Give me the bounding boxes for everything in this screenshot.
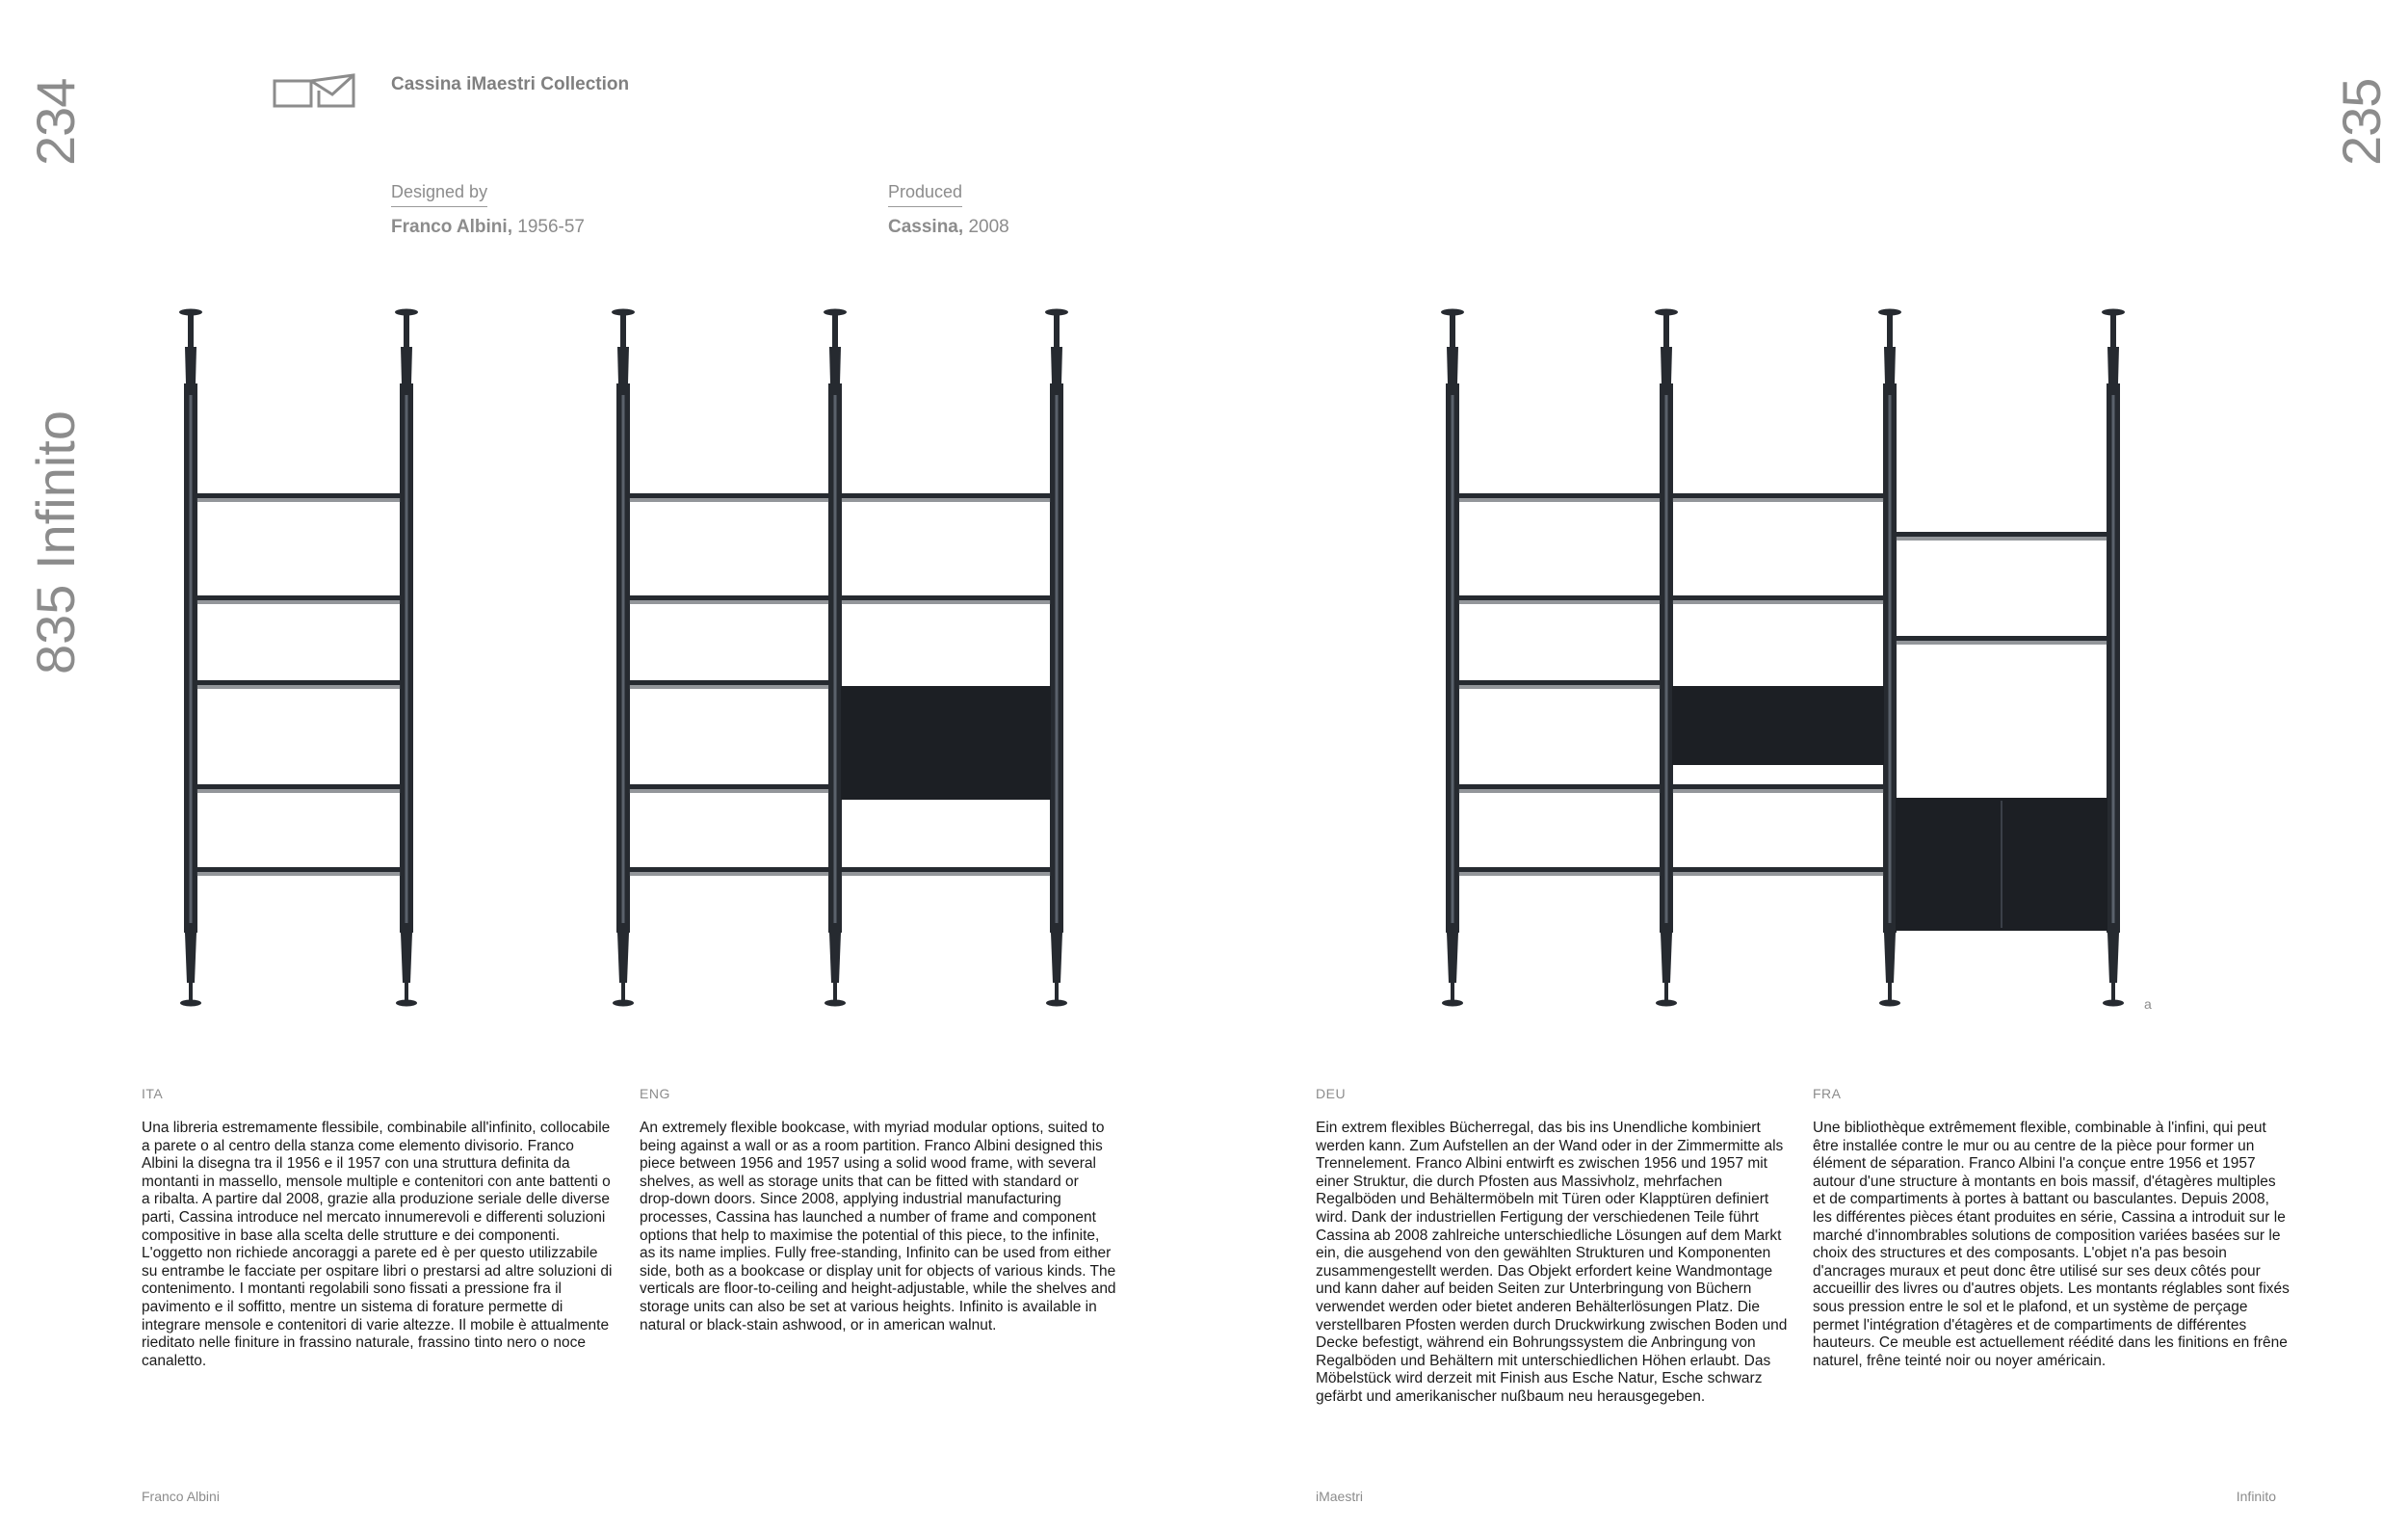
fra-label: FRA [1813, 1086, 1842, 1101]
shelf-underside [1896, 641, 2107, 645]
shelf-underside [841, 872, 1051, 876]
imaestri-logo-icon [273, 73, 355, 108]
shelf-underside [1672, 789, 1884, 793]
shelf-underside [1672, 600, 1884, 604]
post-bottom-rod [2111, 983, 2115, 1000]
post-foot [1442, 1000, 1463, 1007]
post-top-rod [832, 314, 838, 347]
post-bottom-taper [829, 933, 841, 983]
shelf-underside [1458, 600, 1661, 604]
shelf-underside [841, 498, 1051, 502]
shelf-board [196, 784, 401, 789]
post-top-taper [1661, 347, 1672, 383]
post-bottom-taper [401, 933, 412, 983]
shelf-board [629, 595, 829, 600]
shelf-underside [1458, 685, 1661, 689]
shelf-underside [629, 600, 829, 604]
post-bottom-rod [189, 983, 193, 1000]
post-slot [1452, 395, 1454, 923]
producer-year: 2008 [968, 217, 1009, 237]
designer-credit [391, 217, 585, 238]
left-page-number: 234 [25, 78, 86, 166]
image-note: a [2144, 996, 2152, 1012]
shelf-underside [1896, 537, 2107, 541]
post-foot [824, 1000, 846, 1007]
shelf-board [196, 493, 401, 498]
shelf-underside [1458, 789, 1661, 793]
post-slot [2112, 395, 2115, 923]
shelf-underside [629, 498, 829, 502]
right-footer-right: Infinito [2236, 1489, 2276, 1504]
shelf-board [196, 867, 401, 872]
post-bottom-taper [1447, 933, 1458, 983]
shelf-underside [1458, 872, 1661, 876]
designer-years: 1956-57 [517, 217, 585, 237]
fra-body: Une bibliothèque extrêmement flexible, combinable à l'infini, qui peut être installée contre le mur ou au centre de la pièce pour former un élément de séparation. Franco Albini l'a conçue entre 1956 et 1957 autour d'une structure à montants en bois massif, d'étagères multiples et de compartiments à portes à battant ou basculantes. Depuis 2008, les différentes pièces étant produites en série, Cassina a introduit sur le marché d'innombrables solutions de composition variées basées sur le choix des structures et des composants. L'objet n'a pas besoin d'ancrages muraux et peut donc être utilisé sur ses deux côtés pour accueillir des livres ou d'autres objets. Les montants réglables sont fixés sous pression entre le sol et le plafond, et un système de perçage permet l'intégration d'étagères et de compartiments de différentes hauteurs. Ce meuble est actuellement réédité dans les finitions en frêne naturel, frêne teinté noir ou noyer américain. [1813, 1120, 2290, 1369]
shelf-underside [1672, 498, 1884, 502]
bookcase-three-bay-image [1426, 308, 2158, 1016]
post-top-taper [1051, 347, 1062, 383]
shelf-board [196, 680, 401, 685]
post-top-taper [1884, 347, 1896, 383]
shelf-board [1672, 595, 1884, 600]
post-foot [396, 1000, 417, 1007]
right-page-number: 235 [2331, 78, 2392, 166]
post-top-rod [1887, 314, 1893, 347]
post-slot [622, 395, 625, 923]
post-foot [180, 1000, 201, 1007]
shelf-board [1458, 867, 1661, 872]
collection-label: Cassina iMaestri Collection [391, 74, 630, 94]
shelf-underside [196, 789, 401, 793]
shelf-underside [196, 498, 401, 502]
post-slot [834, 395, 837, 923]
post-top-rod [1054, 314, 1060, 347]
post-bottom-rod [1451, 983, 1454, 1000]
shelf-underside [196, 685, 401, 689]
post-bottom-taper [185, 933, 196, 983]
post-slot [1665, 395, 1668, 923]
shelf-underside [1672, 872, 1884, 876]
left-footer: Franco Albini [142, 1489, 220, 1504]
shelf-underside [196, 600, 401, 604]
post-top-taper [829, 347, 841, 383]
designer-name: Franco Albini, [391, 217, 512, 237]
post-bottom-rod [1664, 983, 1668, 1000]
post-bottom-taper [1661, 933, 1672, 983]
shelf-board [1672, 493, 1884, 498]
post-top-rod [1450, 314, 1455, 347]
shelf-underside [629, 872, 829, 876]
bookcase-two-bay-image [597, 308, 1098, 1016]
shelf-board [1896, 532, 2107, 537]
post-bottom-taper [2107, 933, 2119, 983]
shelf-underside [629, 685, 829, 689]
shelf-board [841, 595, 1051, 600]
storage-panel [841, 686, 1051, 800]
post-bottom-taper [1884, 933, 1896, 983]
post-bottom-taper [617, 933, 629, 983]
post-bottom-taper [1051, 933, 1062, 983]
shelf-underside [1458, 498, 1661, 502]
shelf-board [841, 493, 1051, 498]
shelf-board [196, 595, 401, 600]
bookcase-single-bay-image [164, 308, 443, 1016]
shelf-board [1458, 680, 1661, 685]
post-top-taper [2107, 347, 2119, 383]
producer-name: Cassina, [888, 217, 964, 237]
deu-label: DEU [1316, 1086, 1347, 1101]
shelf-board [841, 867, 1051, 872]
ita-label: ITA [142, 1086, 164, 1101]
post-top-rod [620, 314, 626, 347]
eng-label: ENG [640, 1086, 670, 1101]
post-top-taper [617, 347, 629, 383]
shelf-underside [841, 600, 1051, 604]
eng-body: An extremely flexible bookcase, with myriad modular options, suited to being against a wall or as a room partition. Franco Albini designed this piece between 1956 and 1957 using a solid wood frame, with several shelves, as well as storage units that can be fitted with standard or drop-down doors. Since 2008, applying industrial manufacturing processes, Cassina has launched a number of frame and component options that help to maximise the potential of this piece, to the infinite, as its name implies. Fully free-standing, Infinito can be used from either side, both as a bookcase or display unit for objects of various kinds. The verticals are floor-to-ceiling and height-adjustable, while the shelves and storage units can also be set at various heights. Infinito is available in natural or black-stain ashwood, or in american walnut. [640, 1120, 1116, 1333]
shelf-board [629, 680, 829, 685]
shelf-underside [629, 789, 829, 793]
post-bottom-rod [1055, 983, 1059, 1000]
shelf-underside [196, 872, 401, 876]
right-footer-left: iMaestri [1316, 1489, 1364, 1504]
shelf-board [1672, 867, 1884, 872]
post-slot [1889, 395, 1892, 923]
post-bottom-rod [405, 983, 408, 1000]
storage-panel [1672, 686, 1884, 765]
deu-body: Ein extrem flexibles Bücherregal, das bis ins Unendliche kombiniert werden kann. Zum Aufstellen an der Wand oder in der Zimmermitte als Trennelement. Franco Albini entwirft es zwischen 1956 und 1957 mit einer Struktur, die durch Pfosten aus Massivholz, mehrfachen Regalböden und Behältermöbeln mit Türen oder Klapptüren definiert wird. Dank der industriellen Fertigung der verschiedenen Teile führt Cassina ab 2008 zahlreiche unterschiedliche Lösungen auf dem Markt ein, die ausgehend von den gewählten Strukturen und Komponenten zusammengestellt werden. Das Objekt erfordert keine Wandmontage und kann daher auf beiden Seiten zur Unterbringung von Büchern verwendet werden oder bietet anderen Behälterlösungen Platz. Die verstellbaren Pfosten werden durch Druckwirkung zwischen Boden und Decke befestigt, während ein Bohrungssystem die Anbringung von Regalböden und Behältern mit unterschiedlichen Höhen erlaubt. Das Möbelstück wird derzeit mit Finish aus Esche Natur, Esche schwarz gefärbt und amerikanischer nußbaum neu herausgegeben. [1316, 1120, 1788, 1405]
shelf-board [629, 867, 829, 872]
shelf-board [1896, 636, 2107, 641]
post-top-rod [2110, 314, 2116, 347]
produced-label: Produced [888, 182, 962, 207]
post-top-taper [401, 347, 412, 383]
post-top-taper [1447, 347, 1458, 383]
post-top-rod [1663, 314, 1669, 347]
post-bottom-rod [621, 983, 625, 1000]
shelf-board [1458, 595, 1661, 600]
post-top-rod [188, 314, 194, 347]
shelf-board [1458, 493, 1661, 498]
shelf-board [1672, 784, 1884, 789]
post-foot [1879, 1000, 1900, 1007]
designed-by-label: Designed by [391, 182, 487, 207]
post-top-rod [404, 314, 409, 347]
post-bottom-rod [1888, 983, 1892, 1000]
shelf-board [1458, 784, 1661, 789]
post-foot [1656, 1000, 1677, 1007]
post-foot [613, 1000, 634, 1007]
shelf-board [629, 784, 829, 789]
shelf-board [629, 493, 829, 498]
post-slot [190, 395, 193, 923]
producer-credit [888, 217, 1009, 238]
post-foot [2103, 1000, 2124, 1007]
post-slot [406, 395, 408, 923]
post-slot [1056, 395, 1059, 923]
ita-body: Una libreria estremamente flessibile, combinabile all'infinito, collocabile a parete o al centro della stanza come elemento divisorio. Franco Albini la disegna tra il 1956 e il 1957 con una struttura definita da montanti in massello, mensole multiple e contenitori con ante battenti o a ribalta. A partire dal 2008, grazie alla produzione seriale delle diverse parti, Cassina introduce nel mercato innumerevoli e differenti soluzioni compositive in base alla scelta delle strutture e dei componenti. L'oggetto non richiede ancoraggi a parete ed è per questo utilizzabile su entrambe le facciate per ospitare libri o prestarsi ad altre soluzioni di contenimento. I montanti regolabili sono fissati a pressione fra il pavimento e il soffitto, mentre un sistema di forature permette di integrare mensole e contenitori di varie altezze. Il mobile è attualmente rieditato nelle finiture in frassino naturale, frassino tinto nero o noce canaletto. [142, 1120, 613, 1369]
section-title: 835 Infinito [25, 410, 86, 674]
post-bottom-rod [833, 983, 837, 1000]
post-foot [1046, 1000, 1067, 1007]
post-top-taper [185, 347, 196, 383]
